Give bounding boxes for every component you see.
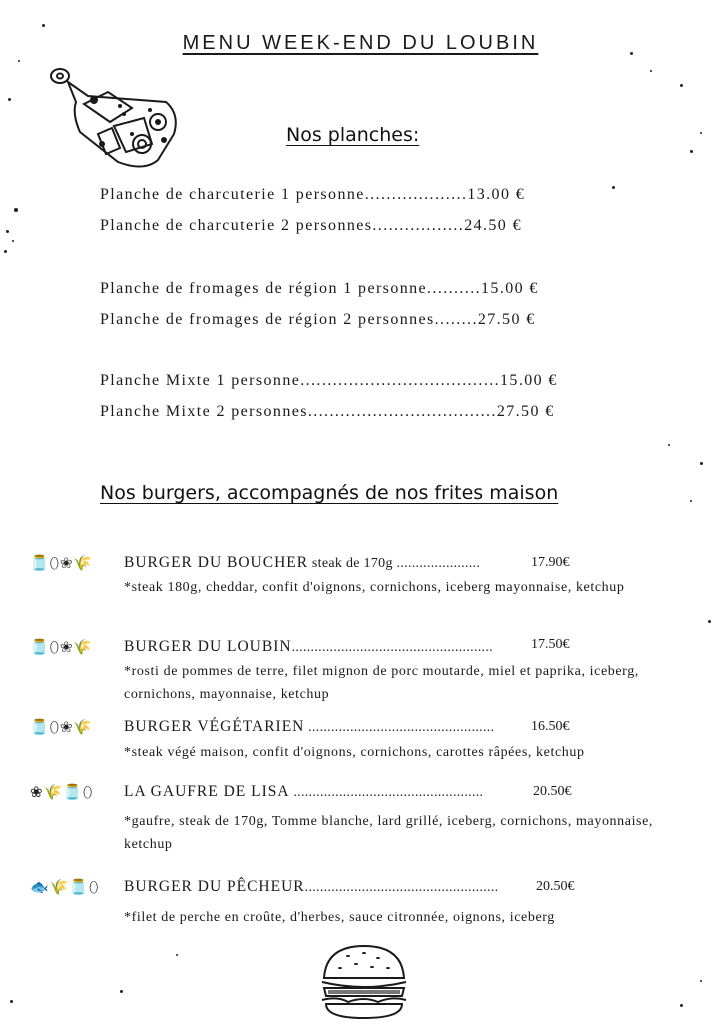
burger-name (124, 718, 494, 736)
burger-description: *filet de perche en croûte, d'herbes, sauce citronnée, oignons, iceberg (124, 910, 555, 925)
burger-name (124, 878, 498, 896)
burger-icon (318, 942, 410, 1022)
burger-price: 20.50€ (536, 879, 575, 894)
allergen-icons: 🫙⬯❀🌾 (30, 554, 93, 572)
planche-item: Planche de fromages de région 1 personne..........15.00 € (100, 280, 539, 297)
burger-price: 16.50€ (531, 719, 570, 734)
menu-title: MENU WEEK-END DU LOUBIN (182, 32, 539, 54)
planche-item: Planche Mixte 2 personnes...................................27.50 € (100, 403, 555, 420)
burger-description: *rosti de pommes de terre, filet mignon de porc moutarde, miel et paprika, iceberg, cornichons, mayonnaise, ketchup (124, 664, 639, 702)
allergen-icons: ❀🌾🫙⬯ (30, 783, 94, 801)
allergen-icons: 🐟🌾🫙⬯ (30, 878, 100, 896)
cutting-board-icon (48, 62, 188, 177)
planche-item: Planche de fromages de région 2 personnes........27.50 € (100, 311, 536, 328)
burgers-heading: Nos burgers, accompagnés de nos frites maison (100, 482, 559, 504)
planche-item: Planche Mixte 1 personne.....................................15.00 € (100, 372, 558, 389)
planches-heading: Nos planches: (286, 124, 420, 146)
burger-subtitle: ..................................................... (291, 640, 493, 655)
burger-description: *steak végé maison, confit d'oignons, cornichons, carottes râpées, ketchup (124, 745, 585, 760)
burger-title: LA GAUFRE DE LISA (124, 783, 290, 800)
allergen-icons: 🫙⬯❀🌾 (30, 718, 93, 736)
burger-subtitle: steak de 170g ...................... (308, 556, 481, 571)
burger-price: 17.90€ (531, 555, 570, 570)
burger-name (124, 783, 483, 801)
planche-item: Planche de charcuterie 2 personnes.................24.50 € (100, 217, 522, 234)
burger-subtitle: .................................................. (289, 785, 484, 800)
burger-description: *gaufre, steak de 170g, Tomme blanche, lard grillé, iceberg, cornichons, mayonnaise, ketchup (124, 814, 654, 852)
burger-name (124, 554, 480, 572)
burger-price: 17.50€ (531, 637, 570, 652)
burger-title: BURGER DU PÊCHEUR (124, 878, 305, 895)
burger-title: BURGER DU LOUBIN (124, 638, 292, 655)
burger-subtitle: ................................................. (304, 720, 495, 735)
burger-description: *steak 180g, cheddar, confit d'oignons, cornichons, iceberg mayonnaise, ketchup (124, 580, 625, 595)
allergen-icons: 🫙⬯❀🌾 (30, 638, 93, 656)
planche-item: Planche de charcuterie 1 personne...................13.00 € (100, 186, 526, 203)
burger-price: 20.50€ (533, 784, 572, 799)
burger-name (124, 638, 493, 656)
burger-subtitle: ................................................... (304, 880, 499, 895)
burger-title: BURGER DU BOUCHER (124, 554, 309, 571)
burger-title: BURGER VÉGÉTARIEN (124, 718, 305, 735)
